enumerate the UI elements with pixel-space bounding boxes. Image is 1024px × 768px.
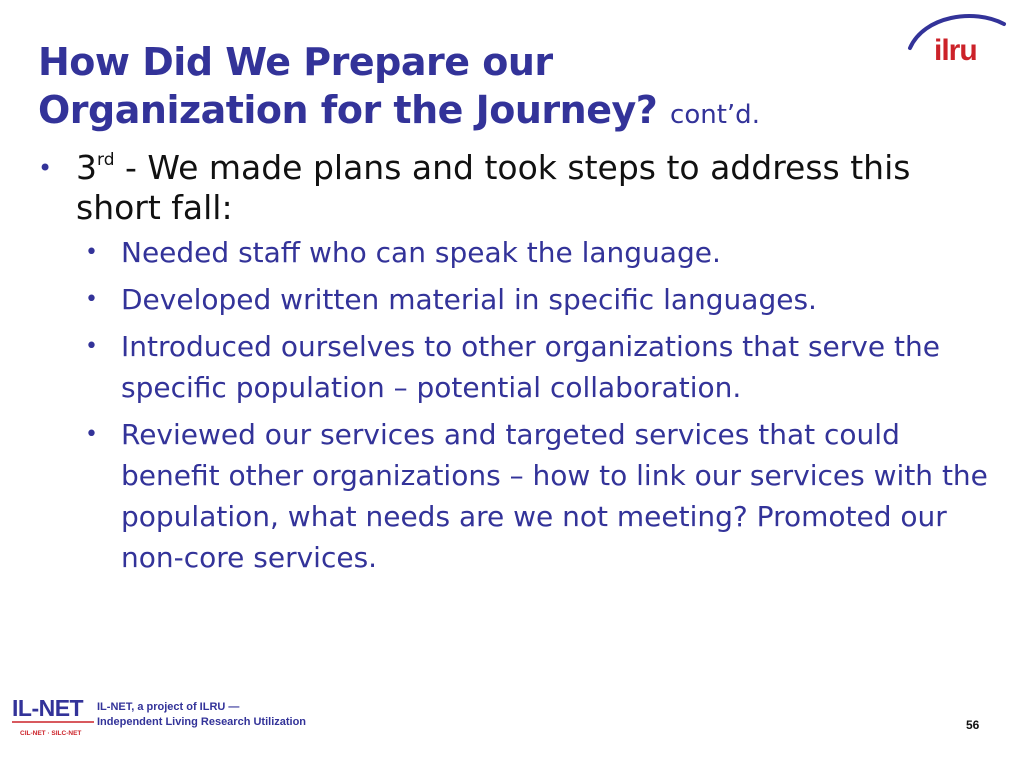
title-line-2-text: Organization for the Journey? bbox=[38, 88, 658, 132]
sub-bullet-text: Introduced ourselves to other organizations that serve the specific population – potential collaboration. bbox=[121, 330, 940, 404]
sub-bullet bbox=[83, 326, 998, 408]
ilru-logo bbox=[904, 8, 1008, 68]
bullet-icon: • bbox=[85, 287, 98, 312]
bullet-icon: • bbox=[85, 334, 98, 359]
il-net-logo-subtext: CIL-NET · SILC-NET bbox=[20, 730, 82, 737]
ilru-logo-text: ilru bbox=[934, 34, 977, 67]
main-bullet bbox=[38, 148, 998, 228]
title-line-1: How Did We Prepare our bbox=[38, 40, 553, 84]
il-net-logo bbox=[10, 694, 96, 740]
sub-bullet-text: Needed staff who can speak the language. bbox=[121, 236, 721, 269]
sub-bullet bbox=[83, 414, 998, 578]
bullet-icon: • bbox=[38, 154, 53, 182]
sub-bullet-text: Developed written material in specific languages. bbox=[121, 283, 817, 316]
main-bullet-superscript: rd bbox=[97, 150, 115, 170]
main-bullet-text: - We made plans and took steps to address this short fall: bbox=[76, 148, 911, 227]
main-bullet-number: 3 bbox=[76, 148, 97, 187]
bullet-icon: • bbox=[85, 422, 98, 447]
sub-bullet-text: Reviewed our services and targeted services that could benefit other organizations – how to link our services with the population, what needs are we not meeting? Promoted our non-core services. bbox=[121, 418, 988, 574]
slide-content bbox=[38, 148, 998, 584]
title-line-2 bbox=[38, 86, 898, 139]
page-number: 56 bbox=[966, 718, 980, 732]
sub-bullet bbox=[83, 232, 998, 273]
title-suffix: cont’d. bbox=[670, 100, 760, 130]
sub-bullet bbox=[83, 279, 998, 320]
footer-line-2: Independent Living Research Utilization bbox=[97, 716, 307, 728]
footer-line-1: IL-NET, a project of ILRU — bbox=[97, 701, 240, 713]
slide-title bbox=[38, 38, 898, 139]
bullet-icon: • bbox=[85, 240, 98, 265]
footer-text bbox=[97, 700, 306, 730]
il-net-logo-text: IL-NET bbox=[12, 695, 84, 721]
